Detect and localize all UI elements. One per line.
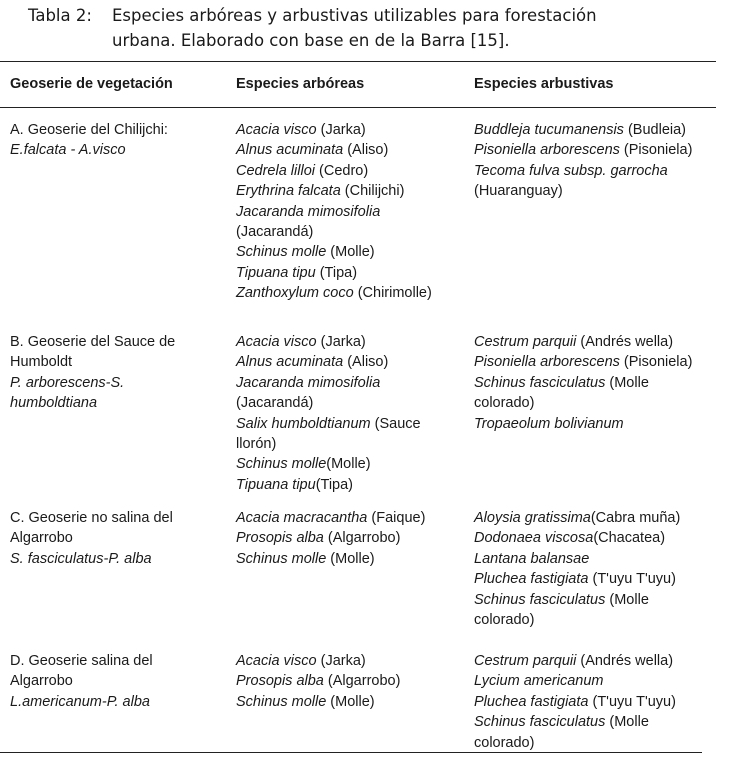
common-name: (Molle): [326, 244, 375, 261]
cell-line: [236, 414, 462, 434]
species-name: Schinus fasciculatus: [474, 374, 606, 391]
common-name: llorón): [236, 436, 277, 453]
cell-especies-arbustivas: [474, 651, 714, 753]
cell-line: [474, 414, 714, 434]
header-arboreas: Especies arbóreas: [236, 76, 365, 92]
cell-line: [236, 332, 462, 352]
cell-especies-arboreas: [236, 332, 462, 495]
caption-line-1: Especies arbóreas y arbustivas utilizables para forestación: [112, 6, 597, 25]
cell-line: [474, 671, 714, 691]
cell-line: [10, 332, 210, 352]
species-name: E.falcata - A.visco: [10, 142, 126, 159]
cell-line: [474, 712, 714, 732]
species-name: Cedrela lilloi: [236, 162, 315, 179]
species-name: Tecoma fulva subsp. garrocha: [474, 162, 668, 179]
species-name: Prosopis alba: [236, 530, 324, 547]
common-name: D. Geoserie salina del: [10, 653, 153, 669]
cell-line: [236, 549, 462, 569]
common-name: colorado): [474, 734, 535, 751]
species-name: Pisoniella arborescens: [474, 354, 620, 371]
cell-line: [236, 692, 462, 712]
species-name: Acacia macracantha: [236, 510, 368, 526]
common-name: (Huaranguay): [474, 183, 563, 200]
species-name: Cestrum parquii: [474, 334, 577, 350]
cell-line: [236, 283, 462, 303]
species-name: Tipuana tipu: [236, 264, 316, 281]
common-name: (Algarrobo): [323, 530, 401, 547]
cell-line: [236, 528, 462, 548]
cell-line: [10, 140, 210, 160]
cell-line: [10, 692, 210, 712]
common-name: (Andrés wella): [576, 653, 674, 669]
cell-line: [474, 120, 714, 140]
common-name: (Cedro): [314, 162, 369, 179]
species-name: S. fasciculatus-P. alba: [10, 550, 152, 567]
cell-line: [474, 610, 714, 630]
cell-line: [474, 332, 714, 352]
species-name: Schinus fasciculatus: [474, 591, 606, 608]
cell-line: [236, 242, 462, 262]
common-name: Algarrobo: [10, 673, 73, 690]
species-name: humboldtiana: [10, 395, 98, 412]
cell-line: [236, 475, 462, 495]
cell-line: [236, 263, 462, 283]
common-name: (Chirimolle): [353, 285, 432, 302]
species-name: Zanthoxylum coco: [236, 285, 354, 302]
species-name: L.americanum-P. alba: [10, 693, 150, 710]
species-name: Prosopis alba: [236, 673, 324, 690]
cell-especies-arbustivas: [474, 508, 714, 630]
common-name: (Pisoniela): [619, 354, 693, 371]
table-top-rule: [0, 61, 716, 62]
common-name: C. Geoserie no salina del: [10, 510, 173, 526]
cell-line: [10, 549, 210, 569]
common-name: (Faique): [367, 510, 426, 526]
cell-line: [474, 590, 714, 610]
cell-geoserie: [10, 332, 210, 414]
species-name: Cestrum parquii: [474, 653, 577, 669]
species-name: Lantana balansae: [474, 550, 590, 567]
common-name: B. Geoserie del Sauce de: [10, 334, 176, 350]
common-name: (T'uyu T'uyu): [588, 571, 676, 588]
cell-line: [236, 352, 462, 372]
common-name: (Chacatea): [593, 530, 666, 547]
cell-line: [236, 508, 462, 528]
species-name: P. arborescens-S.: [10, 374, 125, 391]
cell-line: [236, 202, 462, 222]
cell-geoserie: [10, 120, 210, 161]
common-name: A. Geoserie del Chilijchi:: [10, 122, 168, 138]
cell-line: [236, 140, 462, 160]
cell-line: [474, 733, 714, 753]
cell-especies-arbustivas: [474, 332, 714, 434]
species-name: Jacaranda mimosifolia: [236, 374, 381, 391]
species-name: Alnus acuminata: [236, 354, 344, 371]
cell-line: [236, 434, 462, 454]
species-name: Schinus molle: [236, 456, 327, 473]
cell-line: [474, 140, 714, 160]
cell-line: [10, 120, 210, 140]
cell-line: [10, 393, 210, 413]
species-name: Tropaeolum bolivianum: [474, 415, 624, 432]
table-header-rule: [0, 107, 716, 108]
common-name: (Jarka): [316, 122, 366, 138]
common-name: (Andrés wella): [576, 334, 674, 350]
cell-line: [10, 528, 210, 548]
common-name: (Molle): [326, 693, 375, 710]
species-name: Jacaranda mimosifolia: [236, 203, 381, 220]
cell-line: [236, 671, 462, 691]
species-name: Schinus fasciculatus: [474, 714, 606, 731]
cell-line: [10, 671, 210, 691]
common-name: (Molle): [326, 550, 375, 567]
species-name: Schinus molle: [236, 244, 327, 261]
common-name: (Jacarandá): [236, 224, 314, 241]
species-name: Buddleja tucumanensis: [474, 122, 624, 138]
common-name: (Molle: [605, 591, 649, 608]
species-name: Lycium americanum: [474, 673, 604, 690]
cell-geoserie: [10, 508, 210, 569]
header-arbustivas: Especies arbustivas: [474, 76, 614, 92]
caption-label: Tabla 2:: [28, 6, 92, 25]
cell-line: [236, 181, 462, 201]
cell-line: [236, 161, 462, 181]
common-name: (Algarrobo): [323, 673, 401, 690]
cell-line: [474, 692, 714, 712]
cell-line: [474, 161, 714, 181]
common-name: Algarrobo: [10, 530, 73, 547]
cell-line: [474, 181, 714, 201]
common-name: (Molle: [605, 374, 649, 391]
common-name: (T'uyu T'uyu): [588, 693, 676, 710]
common-name: (Cabra muña): [590, 510, 681, 526]
cell-line: [10, 352, 210, 372]
common-name: (Tipa): [315, 264, 358, 281]
cell-line: [10, 508, 210, 528]
species-name: Acacia visco: [236, 653, 317, 669]
species-name: Pisoniella arborescens: [474, 142, 620, 159]
cell-line: [474, 373, 714, 393]
common-name: (Aliso): [343, 142, 389, 159]
cell-line: [474, 352, 714, 372]
cell-line: [10, 651, 210, 671]
species-name: Erythrina falcata: [236, 183, 341, 200]
common-name: colorado): [474, 395, 535, 412]
cell-line: [236, 651, 462, 671]
species-name: Pluchea fastigiata: [474, 571, 589, 588]
common-name: (Chilijchi): [340, 183, 405, 200]
cell-line: [236, 393, 462, 413]
species-name: Alnus acuminata: [236, 142, 344, 159]
cell-especies-arboreas: [236, 651, 462, 712]
cell-line: [474, 549, 714, 569]
common-name: (Jarka): [316, 653, 366, 669]
cell-line: [474, 508, 714, 528]
common-name: colorado): [474, 612, 535, 629]
species-name: Aloysia gratissima: [474, 510, 591, 526]
common-name: (Molle: [605, 714, 649, 731]
cell-especies-arboreas: [236, 508, 462, 569]
cell-line: [236, 373, 462, 393]
cell-especies-arbustivas: [474, 120, 714, 202]
caption-line-2: urbana. Elaborado con base en de la Barra [15].: [112, 31, 510, 50]
cell-line: [474, 569, 714, 589]
cell-line: [474, 528, 714, 548]
species-name: Schinus molle: [236, 550, 327, 567]
caption-text: [112, 3, 712, 53]
common-name: (Molle): [326, 456, 371, 473]
header-geoserie: Geoserie de vegetación: [10, 76, 173, 92]
cell-line: [236, 120, 462, 140]
species-name: Tipuana tipu: [236, 476, 316, 493]
species-name: Dodonaea viscosa: [474, 530, 594, 547]
cell-line: [474, 651, 714, 671]
species-name: Schinus molle: [236, 693, 327, 710]
table-bottom-rule: [0, 752, 702, 753]
cell-line: [236, 454, 462, 474]
cell-line: [236, 222, 462, 242]
common-name: (Budleia): [623, 122, 686, 138]
common-name: (Jacarandá): [236, 395, 314, 412]
common-name: (Pisoniela): [619, 142, 693, 159]
common-name: (Aliso): [343, 354, 389, 371]
common-name: (Jarka): [316, 334, 366, 350]
species-name: Acacia visco: [236, 122, 317, 138]
species-name: Pluchea fastigiata: [474, 693, 589, 710]
species-name: Salix humboldtianum: [236, 415, 371, 432]
common-name: Humboldt: [10, 354, 73, 371]
common-name: (Tipa): [315, 476, 354, 493]
cell-geoserie: [10, 651, 210, 712]
cell-especies-arboreas: [236, 120, 462, 304]
common-name: (Sauce: [370, 415, 421, 432]
species-name: Acacia visco: [236, 334, 317, 350]
cell-line: [10, 373, 210, 393]
cell-line: [474, 393, 714, 413]
